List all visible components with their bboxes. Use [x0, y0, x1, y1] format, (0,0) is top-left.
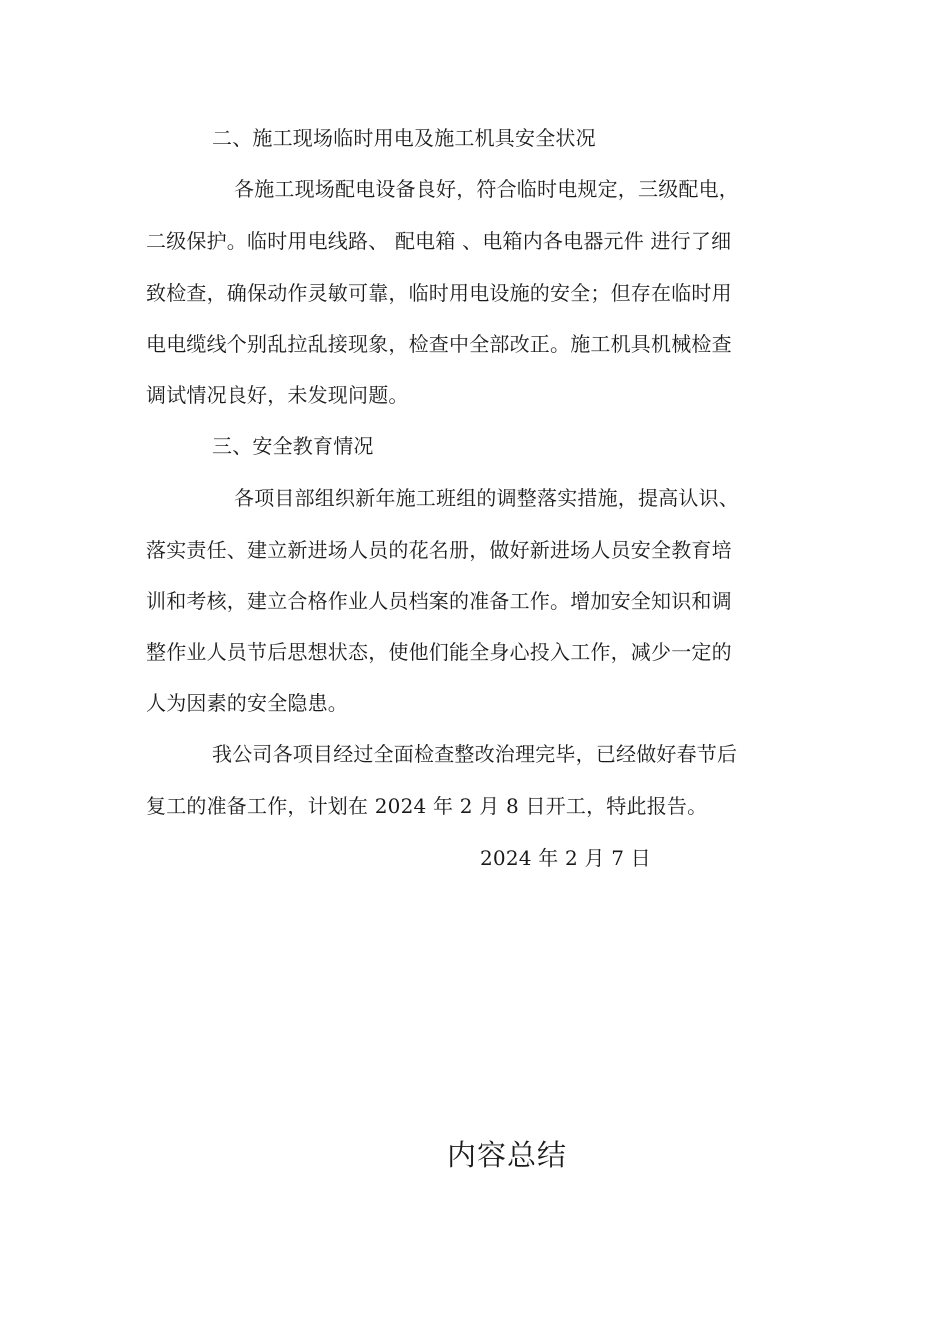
section-2-heading: 二、施工现场临时用电及施工机具安全状况 — [212, 126, 596, 150]
section-3-paragraph-line: 落实责任、建立新进场人员的花名册，做好新进场人员安全教育培 — [146, 538, 732, 562]
section-3-heading: 三、安全教育情况 — [212, 434, 374, 458]
section-2-paragraph-line: 各施工现场配电设备良好，符合临时电规定，三级配电， — [234, 177, 739, 201]
section-3-paragraph-line: 各项目部组织新年施工班组的调整落实措施，提高认识、 — [234, 486, 739, 510]
summary-title: 内容总结 — [447, 1138, 568, 1172]
section-2-paragraph-line: 调试情况良好，未发现问题。 — [146, 383, 409, 407]
section-3-paragraph-line: 训和考核，建立合格作业人员档案的准备工作。增加安全知识和调 — [146, 589, 732, 613]
closing-paragraph-line: 我公司各项目经过全面检查整改治理完毕，已经做好春节后 — [212, 742, 738, 766]
report-date: 2024 年 2 月 7 日 — [480, 846, 651, 870]
section-2-paragraph-line: 二级保护。临时用电线路、 配电箱 、电箱内各电器元件 进行了细 — [146, 229, 732, 253]
section-2-paragraph-line: 电电缆线个别乱拉乱接现象，检查中全部改正。施工机具机械检查 — [146, 332, 732, 356]
section-2-paragraph-line: 致检查，确保动作灵敏可靠，临时用电设施的安全；但存在临时用 — [146, 281, 732, 305]
closing-paragraph-line: 复工的准备工作，计划在 2024 年 2 月 8 日开工，特此报告。 — [146, 794, 708, 818]
section-3-paragraph-line: 人为因素的安全隐患。 — [146, 691, 348, 715]
section-3-paragraph-line: 整作业人员节后思想状态，使他们能全身心投入工作，减少一定的 — [146, 640, 732, 664]
